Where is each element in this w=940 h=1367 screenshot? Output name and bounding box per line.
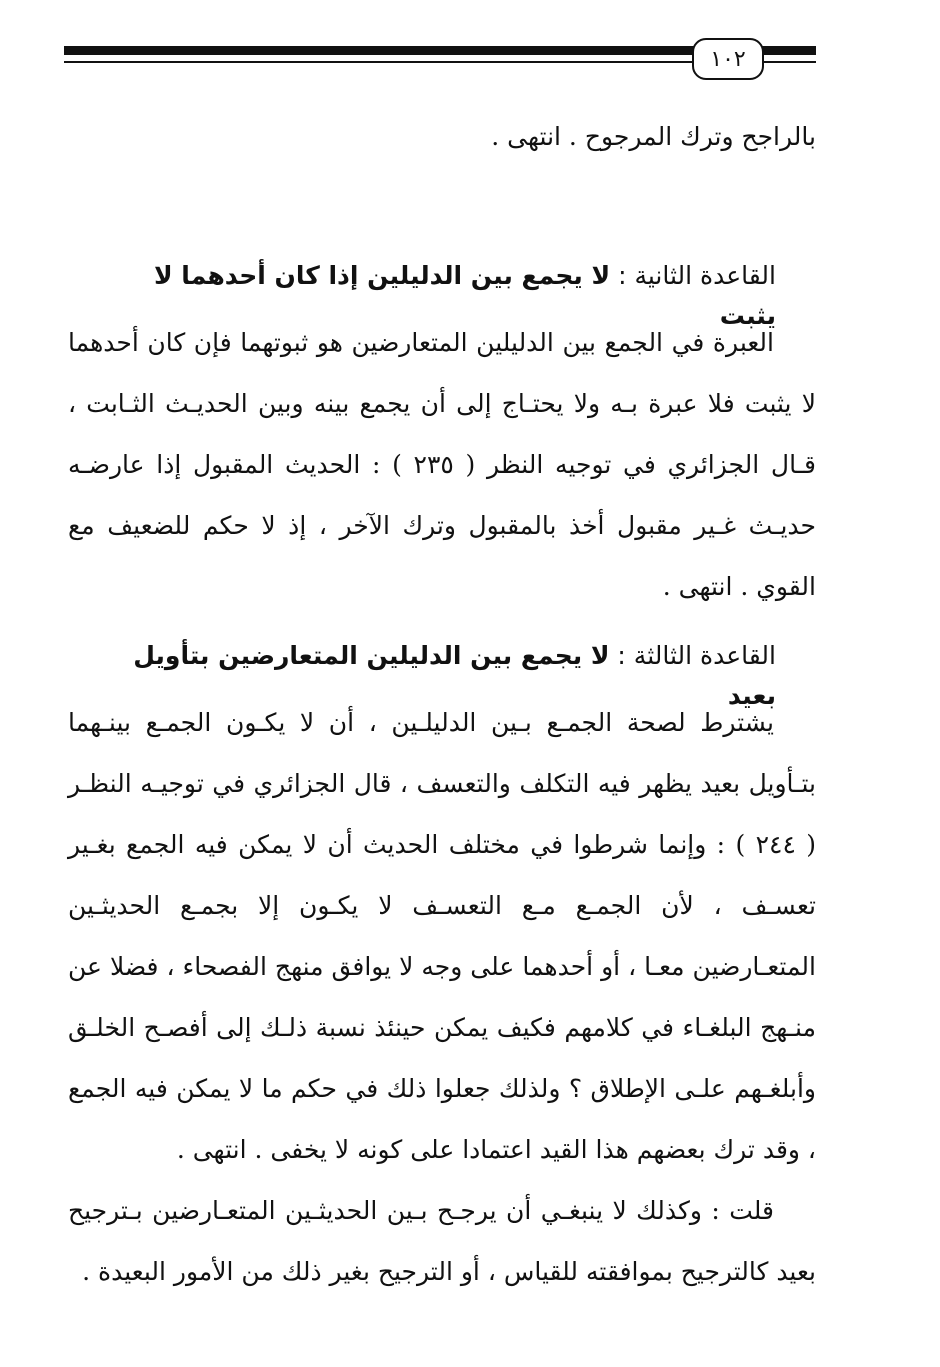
rule3-label: القاعدة الثالثة : [617, 641, 776, 670]
header-rule-thin-left [64, 61, 694, 63]
rule2-label: القاعدة الثانية : [618, 261, 776, 290]
rule2-title: لا يجمع بين الدليلين إذا كان أحدهما لا يثبت [153, 261, 776, 330]
header-rule-thin-right [762, 61, 816, 63]
header-rule-thick-left [64, 46, 694, 55]
intro-text [68, 106, 816, 167]
rule3-paragraph-2: قلت : وكذلك لا ينبغـي أن يرجـح بـين الحديثـين المتعـارضين بـترجيح بعيد كالترجيح بموافقته للقياس ، أو الترجيح بغير ذلك من الأمور البعيدة . [68, 1196, 816, 1286]
page-header [64, 38, 816, 78]
page-number: ١٠٢ [692, 38, 764, 80]
rule2-paragraph: العبرة في الجمع بين الدليلين المتعارضين هو ثبوتهما فإن كان أحدهما لا يثبت فلا عبرة بـه ولا يحتـاج إلى أن يجمع بينه وبين الحديـث الثـابت ، قـال الجزائري في توجيه النظر ( ٢٣٥ ) : الحديث المقبول إذا عارضـه حديـث غـير مقبول أخذ بالمقبول وترك الآخر ، إذ لا حكم للضعيف مع القوي . انتهى . [68, 328, 816, 601]
rule3-paragraph-1: يشترط لصحة الجمـع بـين الدليلـين ، أن لا يكـون الجمـع بينـهما بتـأويل بعيد يظهر فيه التكلف والتعسف ، قال الجزائري في توجيـه النظـر ( ٢٤٤ ) : وإنما شرطوا في مختلف الحديث أن لا يمكن فيه الجمع بغـير تعسـف ، لأن الجمـع مـع التعسـف لا يكـون إلا بجمـع الحديثـين المتعـارضين معـا ، أو أحدهما على وجه لا يوافق منهج الفصحاء ، فضلا عن منـهج البلغـاء في كلامهم فكيف يمكن حينئذ نسبة ذلـك إلى أفصـح الخلـق وأبلغـهم علـى الإطلاق ؟ ولذلك جعلوا ذلك في حكم ما لا يمكن فيه الجمع ، وقد ترك بعضهم هذا القيد اعتمادا على كونه لا يخفى . انتهى . [68, 708, 817, 1164]
rule3-title: لا يجمع بين الدليلين المتعارضين بتأويل بعيد [133, 641, 776, 710]
intro-paragraph: بالراجح وترك المرجوح . انتهى . [491, 122, 816, 151]
rule2-body [68, 312, 816, 617]
header-rule-thick-right [762, 46, 816, 55]
rule3-body [68, 692, 816, 1302]
